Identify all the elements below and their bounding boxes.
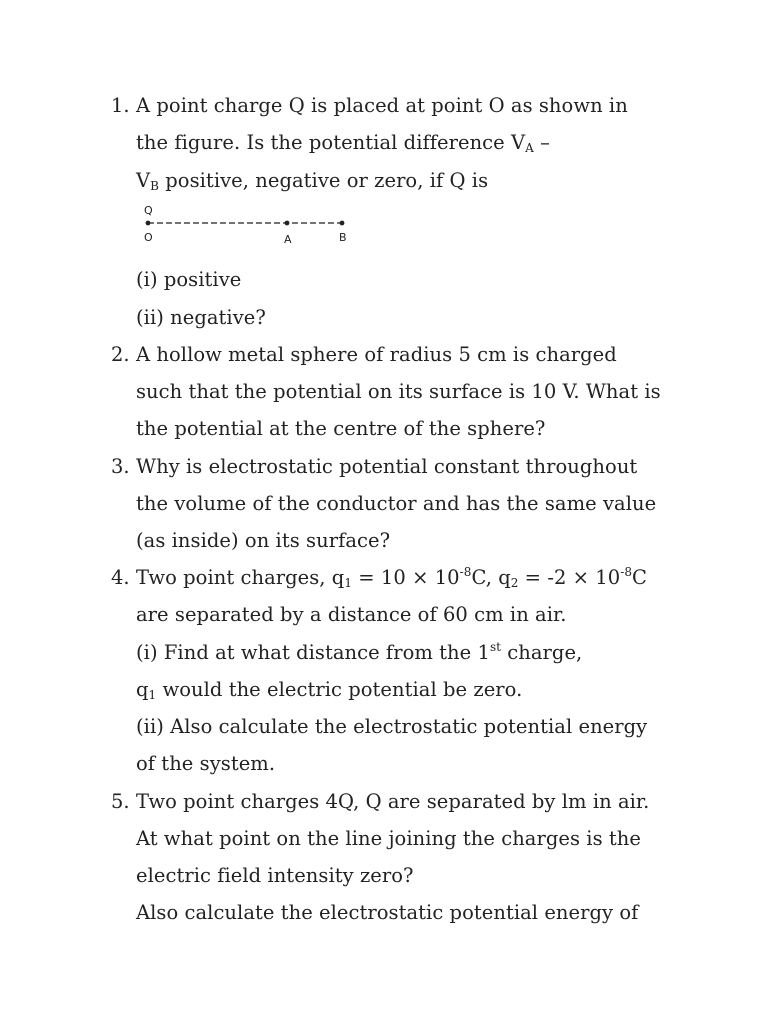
point-a	[285, 221, 290, 226]
question-text: (i) positive	[136, 268, 242, 291]
question-number: 3.	[111, 455, 130, 478]
question-text: of the system.	[136, 752, 276, 775]
label-o: O	[144, 231, 153, 244]
question-number: 4.	[111, 566, 130, 589]
question-text: are separated by a distance of 60 cm in air.	[136, 603, 567, 626]
question-text: (ii) negative?	[136, 306, 266, 329]
question-text: such that the potential on its surface is 10 V. What is	[136, 380, 661, 403]
question-text: electric field intensity zero?	[136, 864, 414, 887]
question-text: Two point charges, $q_1 = 10 \times 10^{-8}C$, $q_2 = -2 \times 10^{-8}C$	[136, 565, 647, 590]
question-text: $q_1$ would the electric potential be zero.	[136, 678, 523, 702]
point-b	[340, 221, 345, 226]
question-text: (as inside) on its surface?	[136, 529, 391, 552]
question-text: $V_B$ positive, negative or zero, if Q is	[136, 169, 489, 193]
question-text: (i) Find at what distance from the 1st charge,	[136, 640, 583, 664]
question-text: the potential at the centre of the sphere?	[136, 417, 546, 440]
question-text: A point charge Q is placed at point O as shown in	[136, 94, 628, 117]
question-text: Why is electrostatic potential constant throughout	[136, 455, 638, 478]
point-o	[146, 221, 151, 226]
question-text: (ii) Also calculate the electrostatic potential energy	[136, 715, 648, 738]
charge-line-figure	[140, 202, 360, 248]
label-a: A	[284, 233, 292, 246]
question-text: the volume of the conductor and has the same value	[136, 492, 657, 515]
question-number: 5.	[111, 790, 130, 813]
question-number: 1.	[111, 94, 130, 117]
question-text: Two point charges 4Q, Q are separated by lm in air.	[136, 790, 650, 813]
question-number: 2.	[111, 343, 130, 366]
question-text: the figure. Is the potential difference $V_A$ –	[136, 131, 550, 155]
label-q: Q	[144, 204, 153, 217]
question-text: A hollow metal sphere of radius 5 cm is charged	[136, 343, 617, 366]
question-text: Also calculate the electrostatic potential energy of	[136, 901, 639, 924]
label-b: B	[339, 231, 347, 244]
question-text: At what point on the line joining the charges is the	[136, 827, 641, 850]
